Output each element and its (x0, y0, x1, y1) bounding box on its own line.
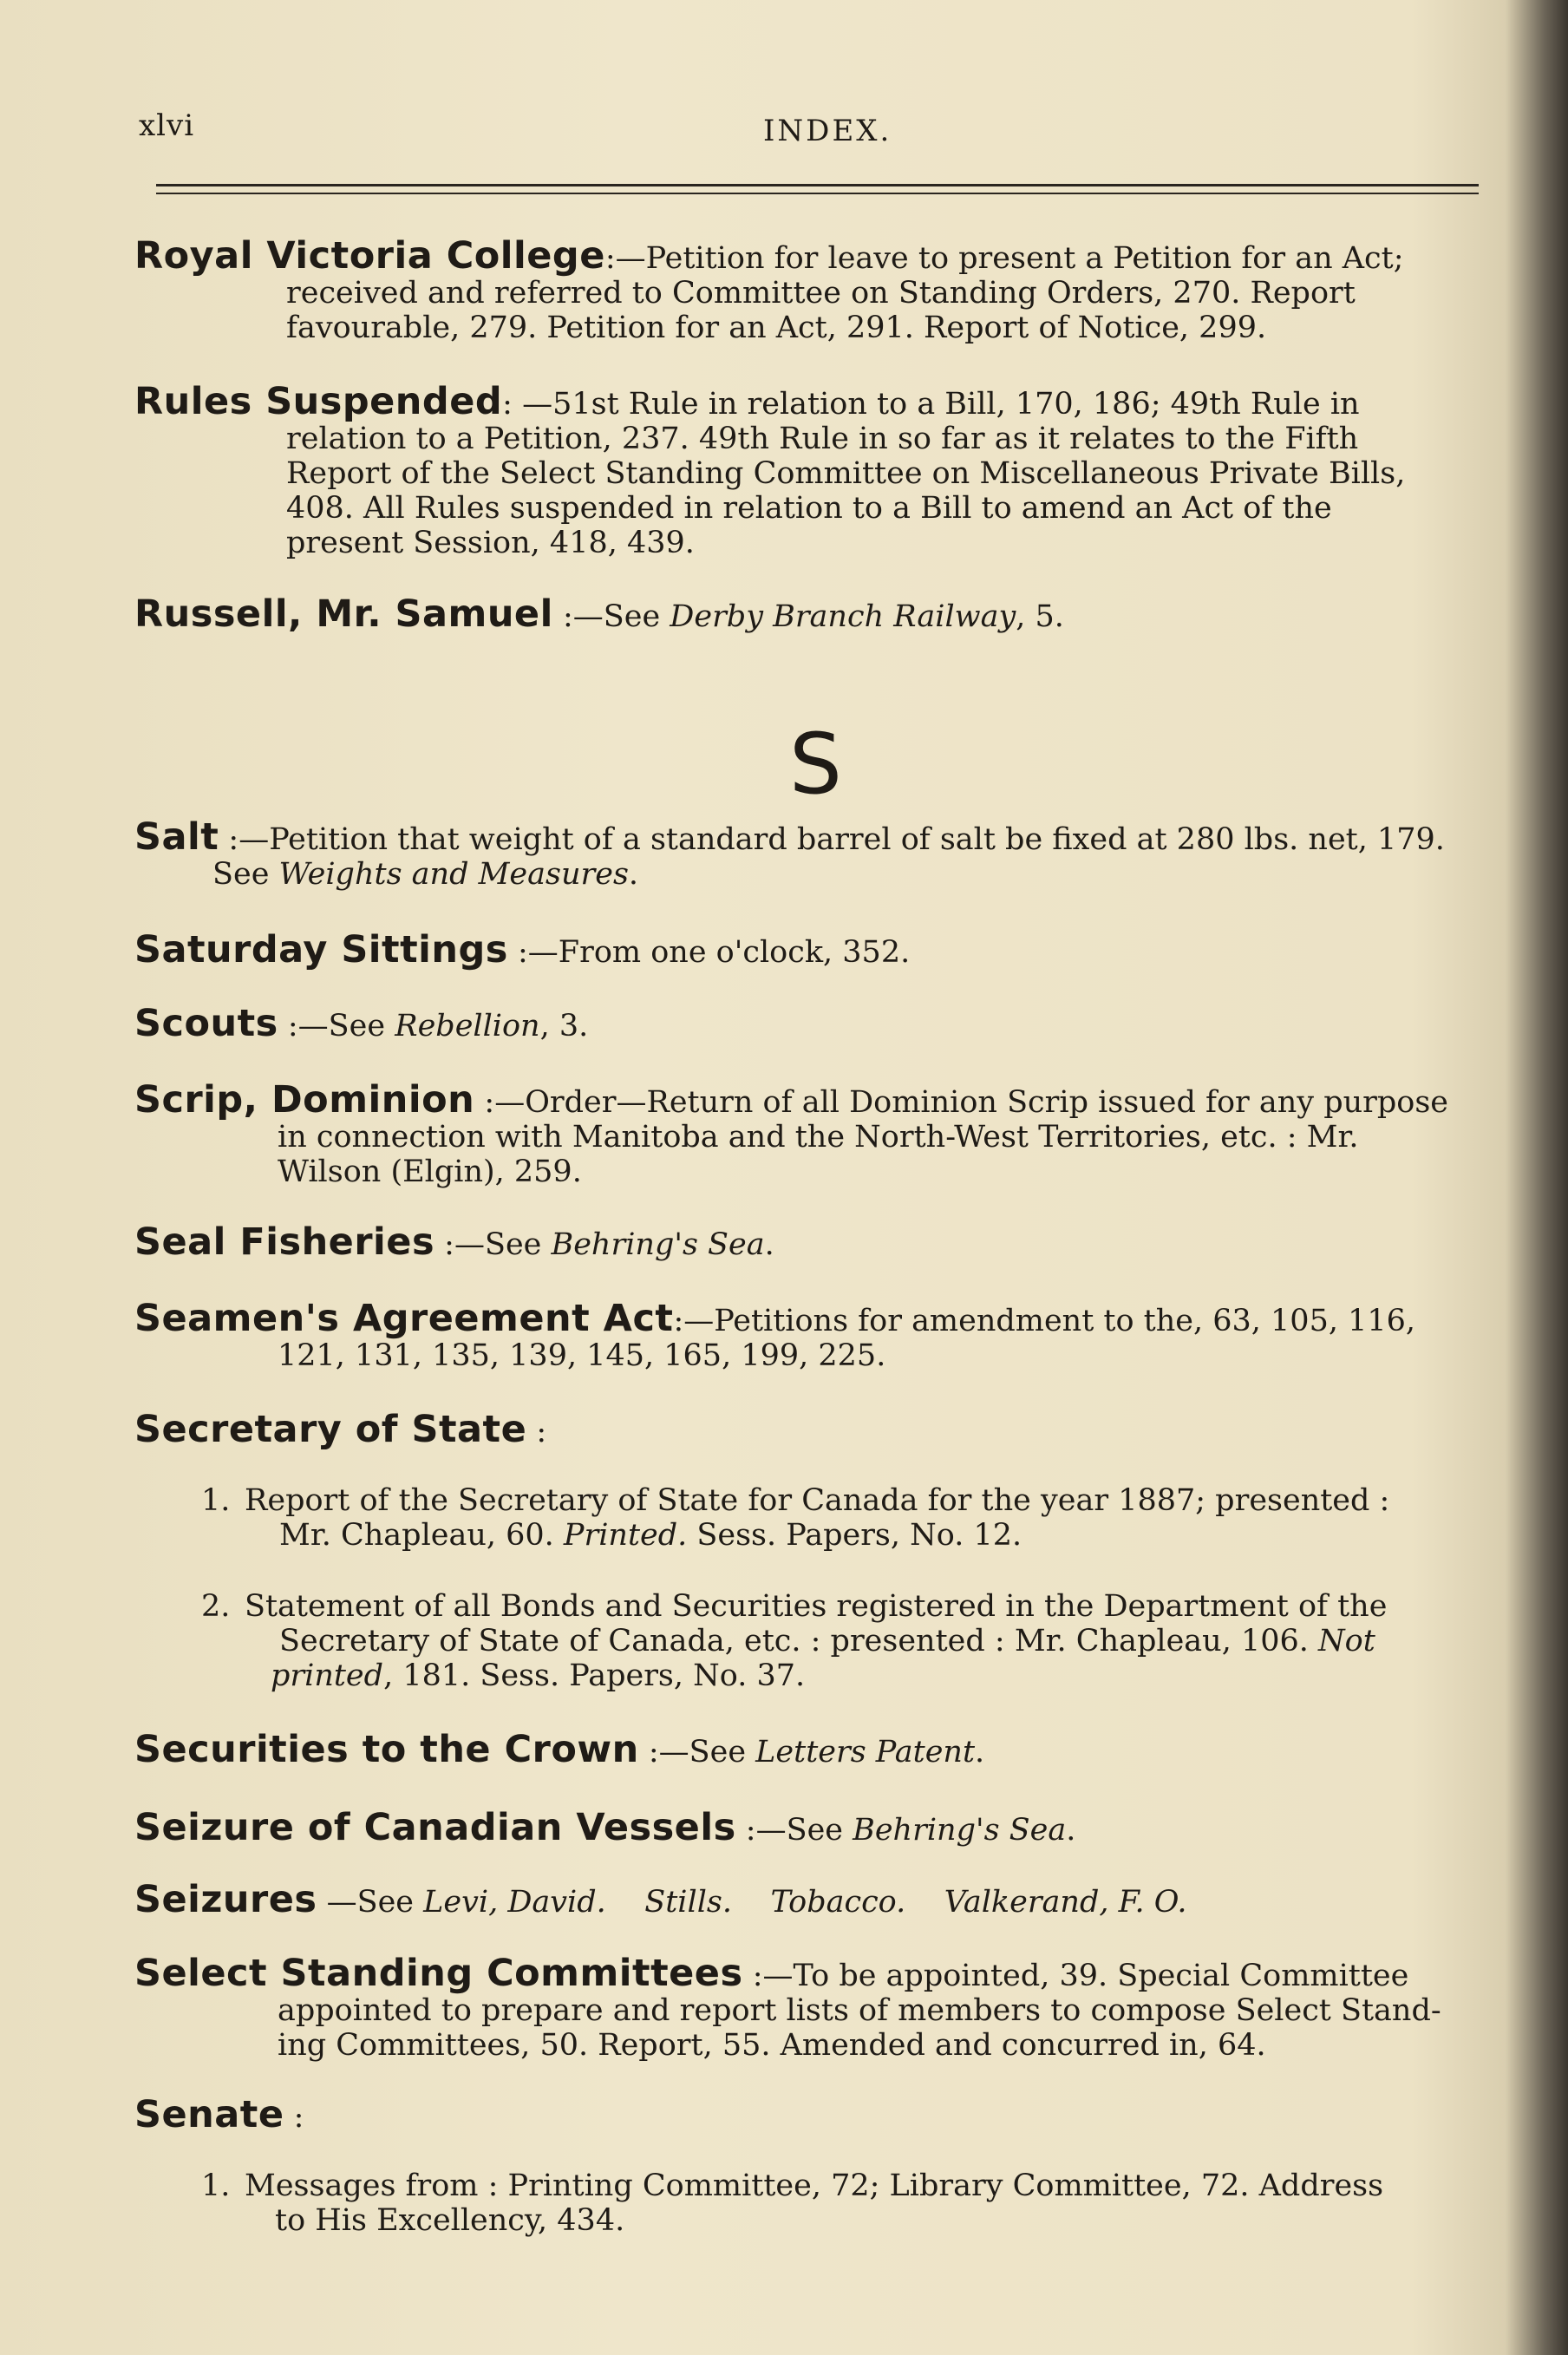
entry-text: Report of the Select Standing Committee on Miscellaneous Private Bills, (286, 456, 1406, 491)
entry-heading: Securities to the Crown (134, 1728, 639, 1771)
entry-text: :—Petitions for amendment to the, 63, 105, 116, (673, 1304, 1416, 1338)
running-head: INDEX. (763, 114, 892, 148)
entry-heading: Seal Fisheries (134, 1220, 435, 1264)
entry-text: present Session, 418, 439. (286, 526, 695, 560)
index-entry-senate: Senate : (134, 2093, 304, 2136)
index-entry-scouts: Scouts :—See Rebellion, 3. (134, 1002, 589, 1045)
header-rule (156, 193, 1479, 194)
entry-heading: Rules Suspended (134, 380, 503, 423)
entry-heading: Seizure of Canadian Vessels (134, 1806, 736, 1849)
entry-text: in connection with Manitoba and the North-West Territories, etc. : Mr. (278, 1120, 1359, 1155)
item-number: 1. (201, 2169, 231, 2203)
secretary-item-1: 1. Report of the Secretary of State for Canada for the year 1887; presented : Mr. Chapleau, 60. Printed. Sess. Papers, No. 12. (201, 1483, 1390, 1553)
page-header (139, 108, 1474, 160)
entry-text: relation to a Petition, 237. 49th Rule in so far as it relates to the Fifth (286, 422, 1359, 456)
entry-text: Wilson (Elgin), 259. (278, 1155, 582, 1189)
entry-heading: Scrip, Dominion (134, 1078, 475, 1122)
cross-reference: Derby Branch Railway (670, 599, 1016, 634)
index-entry-saturday-sittings (134, 928, 1470, 971)
cross-reference: Weights and Measures (278, 857, 629, 892)
entry-text: :—Order—Return of all Dominion Scrip issued for any purpose (474, 1085, 1449, 1120)
senate-item-1: 1. Messages from : Printing Committee, 72; Library Committee, 72. Address to His Excellency, 434. (201, 2169, 1384, 2238)
entry-heading: Select Standing Committees (134, 1952, 743, 1995)
index-entry-seizure-of-canadian-vessels: Seizure of Canadian Vessels :—See Behring's Sea. (134, 1806, 1076, 1849)
entry-heading: Russell, Mr. Samuel (134, 592, 553, 636)
header-rule (156, 184, 1479, 186)
index-entry-secretary-of-state: Secretary of State : (134, 1408, 547, 1451)
index-entry-select-standing-committees (134, 1952, 1470, 2063)
index-entry-seamens-agreement-act (134, 1297, 1470, 1373)
entry-heading: Royal Victoria College (134, 234, 605, 278)
cross-reference: Behring's Sea (853, 1813, 1067, 1848)
page-number: xlvi (139, 108, 195, 143)
cross-reference: Valkerand, F. O. (944, 1885, 1187, 1920)
entry-text: received and referred to Committee on Standing Orders, 270. Report (286, 276, 1356, 311)
index-entry-seal-fisheries: Seal Fisheries :—See Behring's Sea. (134, 1220, 774, 1264)
entry-text: 408. All Rules suspended in relation to a Bill to amend an Act of the (286, 491, 1332, 526)
cross-reference: Tobacco. (770, 1885, 906, 1920)
entry-heading: Seamen's Agreement Act (134, 1297, 674, 1340)
cross-reference: Behring's Sea (551, 1227, 765, 1262)
entry-heading: Senate (134, 2093, 284, 2136)
entry-text: 121, 131, 135, 139, 145, 165, 199, 225. (278, 1338, 886, 1373)
cross-reference: Levi, David. (423, 1885, 606, 1920)
index-entry-rules-suspended (134, 380, 1470, 560)
secretary-item-2: 2. Statement of all Bonds and Securities registered in the Department of the Secretary of State of Canada, etc. : presented : Mr. Chapleau, 106. Not printed, 181. Sess. Papers, No. 37. (201, 1589, 1388, 1693)
index-entry-russell: Russell, Mr. Samuel :—See Derby Branch Railway, 5. (134, 592, 1064, 636)
entry-heading: Salt (134, 815, 219, 859)
entry-text: :—Petition that weight of a standard barrel of salt be fixed at 280 lbs. net, 179. (219, 822, 1445, 857)
index-entry-seizures: Seizures —See Levi, David. Stills. Tobacco. Valkerand, F. O. (134, 1878, 1187, 1921)
entry-text: appointed to prepare and report lists of members to compose Select Stand- (278, 1993, 1441, 2028)
entry-text: :—To be appointed, 39. Special Committee (742, 1959, 1409, 1993)
index-entry-salt: Salt :—Petition that weight of a standard barrel of salt be fixed at 280 lbs. net, 179. See Weights and Measures. (134, 815, 1445, 892)
cross-reference: Letters Patent (755, 1735, 976, 1770)
entry-text: :—From one o'clock, 352. (507, 935, 911, 970)
item-number: 2. (201, 1589, 231, 1624)
entry-heading: Saturday Sittings (134, 928, 508, 971)
index-entry-securities-to-the-crown: Securities to the Crown :—See Letters Patent. (134, 1728, 985, 1771)
index-entry-scrip-dominion (134, 1078, 1470, 1189)
entry-heading: Seizures (134, 1878, 317, 1921)
entry-heading: Secretary of State (134, 1408, 527, 1451)
cross-reference: Rebellion (395, 1009, 540, 1043)
entry-text: ing Committees, 50. Report, 55. Amended and concurred in, 64. (278, 2028, 1266, 2063)
index-entry-royal-victoria-college (134, 234, 1470, 345)
entry-heading: Scouts (134, 1002, 278, 1045)
entry-text: : —51st Rule in relation to a Bill, 170, 186; 49th Rule in (502, 387, 1360, 422)
section-letter: S (789, 716, 842, 813)
cross-reference: Stills. (644, 1885, 732, 1920)
entry-text: favourable, 279. Petition for an Act, 291. Report of Notice, 299. (286, 311, 1267, 345)
item-number: 1. (201, 1483, 231, 1518)
entry-text: :—Petition for leave to present a Petition for an Act; (604, 241, 1404, 276)
